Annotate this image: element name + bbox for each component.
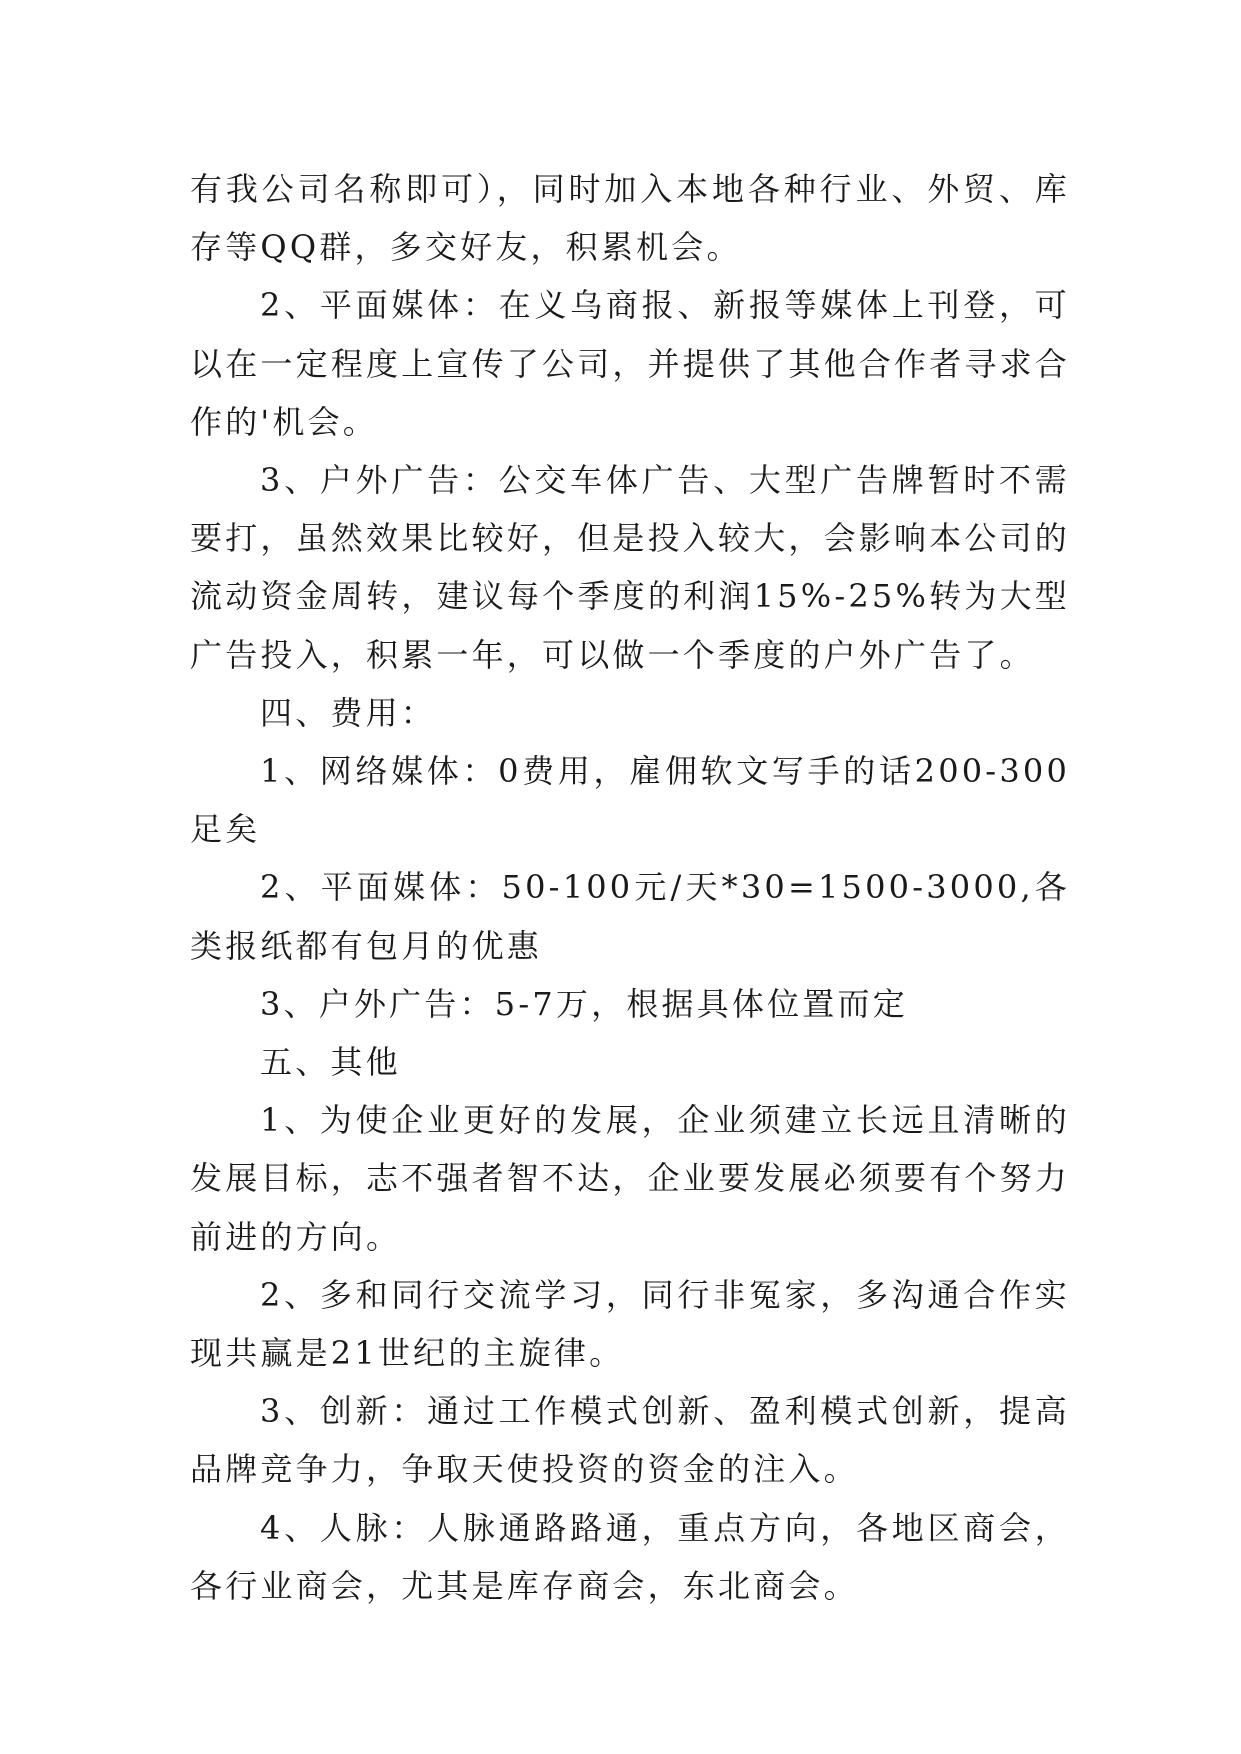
paragraph-cost-print: 2、平面媒体：50-100元/天*30=1500-3000,各类报纸都有包月的优惠 bbox=[190, 868, 1070, 965]
paragraph-print-media: 2、平面媒体：在义乌商报、新报等媒体上刊登，可以在一定程度上宣传了公司，并提供了其他合作者寻求合作的'机会。 bbox=[190, 286, 1071, 441]
paragraph-cost-outdoor: 3、户外广告：5-7万，根据具体位置而定 bbox=[260, 984, 908, 1023]
document-body bbox=[190, 160, 1070, 1615]
section-heading-costs: 四、费用： bbox=[260, 693, 437, 732]
paragraph-continuation: 有我公司名称即可），同时加入本地各种行业、外贸、库存等QQ群，多交好友，积累机会。 bbox=[190, 170, 1070, 267]
paragraph-other-peers: 2、多和同行交流学习，同行非冤家，多沟通合作实现共赢是21世纪的主旋律。 bbox=[190, 1275, 1070, 1373]
paragraph-other-innovation: 3、创新：通过工作模式创新、盈利模式创新，提高品牌竞争力，争取天使投资的资金的注入。 bbox=[190, 1392, 1070, 1489]
paragraph-cost-online: 1、网络媒体：0费用，雇佣软文写手的话200-300足矣 bbox=[190, 752, 1070, 849]
paragraph-outdoor-ads: 3、户外广告：公交车体广告、大型广告牌暂时不需要打，虽然效果比较好，但是投入较大，会影响本公司的流动资金周转，建议每个季度的利润15%-25%转为大型广告投入，积累一年，可以做一个季度的户外广告了。 bbox=[190, 461, 1071, 674]
paragraph-other-network: 4、人脉：人脉通路路通，重点方向，各地区商会，各行业商会，尤其是库存商会，东北商会。 bbox=[190, 1508, 1070, 1605]
paragraph-other-goals: 1、为使企业更好的发展，企业须建立长远且清晰的发展目标，志不强者智不达，企业要发展必须要有个努力前进的方向。 bbox=[190, 1101, 1071, 1256]
section-heading-other: 五、其他 bbox=[260, 1043, 401, 1082]
